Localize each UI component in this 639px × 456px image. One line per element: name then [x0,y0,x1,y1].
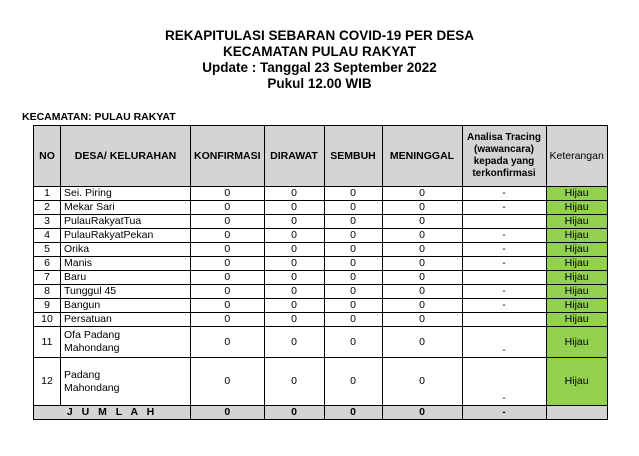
cell-keterangan: Hijau [546,229,607,243]
report-subtitle-kecamatan: KECAMATAN PULAU RAKYAT [223,44,416,59]
cell-no: 8 [34,285,61,299]
cell-no: 7 [34,271,61,285]
cell-konfirmasi: 0 [191,201,265,215]
cell-keterangan: Hijau [546,187,607,201]
cell-desa [61,358,191,406]
cell-konfirmasi: 0 [191,285,265,299]
cell-no: 5 [34,243,61,257]
table-row [34,327,608,358]
cell-meninggal: 0 [382,313,462,327]
cell-analisa: - [462,299,546,313]
total-label: J U M L A H [34,406,191,420]
cell-no: 10 [34,313,61,327]
cell-keterangan: Hijau [546,358,607,406]
cell-keterangan: Hijau [546,299,607,313]
cell-analisa: - [462,201,546,215]
total-row [34,406,608,420]
cell-konfirmasi: 0 [191,358,265,406]
cell-keterangan: Hijau [546,257,607,271]
table-row [34,299,608,313]
cell-sembuh: 0 [324,215,382,229]
cell-keterangan: Hijau [546,327,607,358]
table-row [34,229,608,243]
cell-konfirmasi: 0 [191,229,265,243]
cell-sembuh: 0 [324,257,382,271]
cell-desa-line: Mahondang [64,342,120,354]
cell-desa: Tunggul 45 [61,285,191,299]
cell-dirawat: 0 [264,299,324,313]
cell-desa: PulauRakyatTua [61,215,191,229]
cell-meninggal: 0 [382,215,462,229]
table-row [34,187,608,201]
total-sembuh: 0 [324,406,382,420]
cell-konfirmasi: 0 [191,271,265,285]
cell-keterangan: Hijau [546,271,607,285]
cell-keterangan: Hijau [546,313,607,327]
cell-no: 6 [34,257,61,271]
cell-keterangan: Hijau [546,243,607,257]
report-update-time: Pukul 12.00 WIB [267,76,372,91]
table-row [34,215,608,229]
cell-dirawat: 0 [264,313,324,327]
cell-no: 2 [34,201,61,215]
cell-no: 1 [34,187,61,201]
cell-dirawat: 0 [264,187,324,201]
cell-desa: Manis [61,257,191,271]
total-analisa: - [462,406,546,420]
cell-dirawat: 0 [264,358,324,406]
cell-desa: Baru [61,271,191,285]
cell-sembuh: 0 [324,299,382,313]
header-konfirmasi: KONFIRMASI [191,126,265,187]
header-desa: DESA/ KELURAHAN [61,126,191,187]
report-title: REKAPITULASI SEBARAN COVID-19 PER DESA [164,28,475,43]
cell-desa: Orika [61,243,191,257]
total-dirawat: 0 [264,406,324,420]
cell-meninggal: 0 [382,358,462,406]
cell-dirawat: 0 [264,327,324,358]
cell-analisa [462,313,546,327]
table-row [34,271,608,285]
cell-no: 4 [34,229,61,243]
cell-no: 9 [34,299,61,313]
cell-analisa [462,215,546,229]
covid-recap-table [33,125,608,420]
cell-meninggal: 0 [382,187,462,201]
cell-sembuh: 0 [324,327,382,358]
cell-dirawat: 0 [264,285,324,299]
cell-analisa: - [462,187,546,201]
cell-sembuh: 0 [324,285,382,299]
cell-keterangan: Hijau [546,215,607,229]
cell-meninggal: 0 [382,271,462,285]
cell-meninggal: 0 [382,327,462,358]
cell-dirawat: 0 [264,257,324,271]
header-sembuh: SEMBUH [324,126,382,187]
cell-no: 3 [34,215,61,229]
table-row [34,201,608,215]
cell-desa: Bangun [61,299,191,313]
cell-dirawat: 0 [264,243,324,257]
cell-desa-line: Mahondang [64,381,120,394]
cell-desa: PulauRakyatPekan [61,229,191,243]
cell-dirawat: 0 [264,201,324,215]
cell-konfirmasi: 0 [191,187,265,201]
cell-meninggal: 0 [382,243,462,257]
total-meninggal: 0 [382,406,462,420]
cell-sembuh: 0 [324,229,382,243]
header-analisa-tracing: Analisa Tracing (wawancara) kepada yang terkonfirmasi [462,126,546,187]
cell-analisa [462,271,546,285]
header-dirawat: DIRAWAT [264,126,324,187]
table-row [34,243,608,257]
cell-konfirmasi: 0 [191,327,265,358]
cell-analisa: - [462,358,546,406]
cell-analisa: - [462,243,546,257]
cell-meninggal: 0 [382,299,462,313]
cell-desa-line: Ofa Padang [64,329,121,341]
cell-analisa: - [462,327,546,358]
cell-dirawat: 0 [264,271,324,285]
cell-desa [61,327,191,358]
cell-no: 12 [34,358,61,406]
cell-meninggal: 0 [382,229,462,243]
header-no: NO [34,126,61,187]
cell-dirawat: 0 [264,229,324,243]
cell-sembuh: 0 [324,271,382,285]
cell-konfirmasi: 0 [191,257,265,271]
table-row [34,313,608,327]
cell-meninggal: 0 [382,201,462,215]
report-update-date: Update : Tanggal 23 September 2022 [202,60,437,75]
cell-sembuh: 0 [324,358,382,406]
cell-sembuh: 0 [324,243,382,257]
cell-sembuh: 0 [324,187,382,201]
cell-konfirmasi: 0 [191,299,265,313]
cell-analisa: - [462,257,546,271]
cell-keterangan: Hijau [546,201,607,215]
table-row [34,358,608,406]
cell-konfirmasi: 0 [191,243,265,257]
cell-sembuh: 0 [324,201,382,215]
cell-konfirmasi: 0 [191,313,265,327]
cell-desa: Mekar Sari [61,201,191,215]
cell-desa: Persatuan [61,313,191,327]
total-konfirmasi: 0 [191,406,265,420]
cell-keterangan: Hijau [546,285,607,299]
table-row [34,285,608,299]
cell-meninggal: 0 [382,285,462,299]
cell-analisa: - [462,229,546,243]
total-keterangan [546,406,607,420]
cell-analisa: - [462,285,546,299]
table-header-row [34,126,608,187]
kecamatan-label: KECAMATAN: PULAU RAKYAT [22,111,176,123]
cell-sembuh: 0 [324,313,382,327]
table-row [34,257,608,271]
header-meninggal: MENINGGAL [382,126,462,187]
cell-no: 11 [34,327,61,358]
cell-dirawat: 0 [264,215,324,229]
header-keterangan: Keterangan [546,126,607,187]
cell-desa-line: Padang [64,368,101,381]
cell-konfirmasi: 0 [191,215,265,229]
cell-desa: Sei. Piring [61,187,191,201]
cell-meninggal: 0 [382,257,462,271]
